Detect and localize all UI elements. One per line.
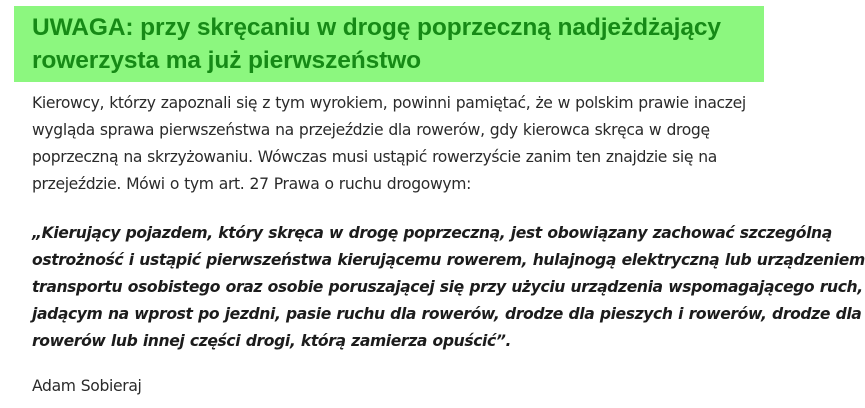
quote-line: transportu osobistego oraz osobie poruszającej się przy użyciu urządzenia wspomagającego ruch, bbox=[32, 278, 863, 296]
headline-line: UWAGA: przy skręcaniu w drogę poprzeczną nadjeżdżający bbox=[32, 14, 721, 41]
quote-line: rowerów lub innej części drogi, którą zamierza opuścić”. bbox=[32, 332, 512, 350]
headline bbox=[32, 11, 746, 77]
quote-line: jadącym na wprost po jezdni, pasie ruchu dla rowerów, drodze dla pieszych i rowerów, drodze dla bbox=[32, 305, 862, 323]
intro-line: przejeździe. Mówi o tym art. 27 Prawa o ruchu drogowym: bbox=[32, 175, 472, 193]
quote-line: ostrożność i ustąpić pierwszeństwa kierującemu rowerem, hulajnogą elektryczną lub urządzeniem bbox=[32, 251, 865, 269]
author-byline: Adam Sobieraj bbox=[32, 377, 142, 395]
intro-line: Kierowcy, którzy zapoznali się z tym wyrokiem, powinni pamiętać, że w polskim prawie inaczej bbox=[32, 94, 746, 112]
headline-line: rowerzysta ma już pierwszeństwo bbox=[32, 47, 422, 74]
intro-paragraph bbox=[32, 90, 762, 198]
intro-line: wygląda sprawa pierwszeństwa na przejeździe dla rowerów, gdy kierowca skręca w drogę bbox=[32, 121, 710, 139]
law-quote bbox=[32, 220, 865, 355]
intro-line: poprzeczną na skrzyżowaniu. Wówczas musi ustąpić rowerzyście zanim ten znajdzie się na bbox=[32, 148, 718, 166]
quote-line: „Kierujący pojazdem, który skręca w drogę poprzeczną, jest obowiązany zachować szczególną bbox=[32, 224, 832, 242]
headline-highlight-box bbox=[14, 6, 764, 82]
